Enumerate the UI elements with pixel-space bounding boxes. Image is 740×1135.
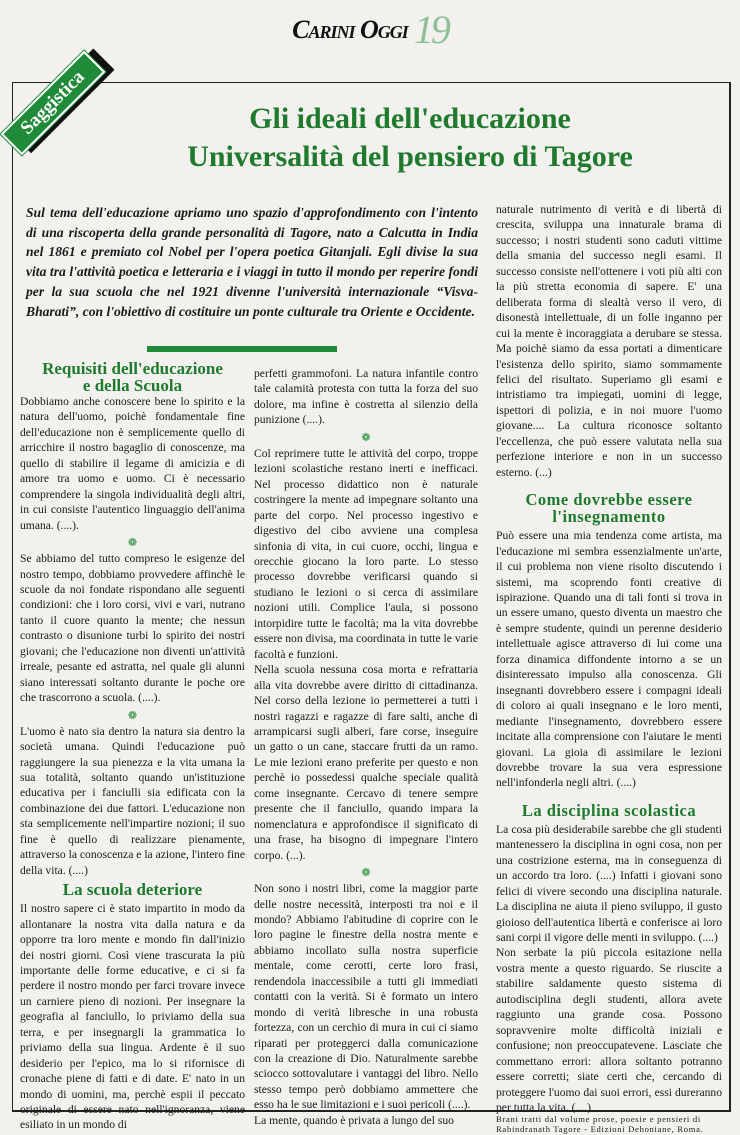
heading-line: l'insegnamento: [552, 507, 666, 527]
paragraph: Non sono i nostri libri, come la maggior parte delle nostre necessità, interposti tra noi e il mondo? Abbiamo l'abitudine di coprire con le loro pagine le finestre della nostra mente e abbiamo incollato sulla nostra superficie mentale, come cerotti, certe loro frasi, rendendola inaccessibile a tutti gli immediati contatti con la verità. Si è formato un intero mondo di verità libresche in una robusta fortezza, con un cerchio di mura in cui ci siamo riparati per proteggerci dalla comunicazione con la creazione di Dio. Naturalmente sarebbe sciocco sottovalutare i vantaggi del libro. Nello stesso tempo però dobbiamo ammettere che esso ha le sue limitazioni e i suoi pericoli (....).: [254, 882, 478, 1112]
section-heading-insegnamento: [496, 491, 722, 525]
paragraph: La cosa più desiderabile sarebbe che gli studenti mantenessero la disciplina in ogni cosa, non per una costrizione esterna, ma in conseguenza di un accordo tra loro. (....) Infatti i giovani sono felici di vivere secondo una disciplina naturale. La disciplina ne aiuta il pieno sviluppo, il gusto gioioso dell'autentica libertà e conferisce ai loro sani corpi il vigore delle menti in sviluppo. (....): [496, 822, 722, 945]
paragraph: naturale nutrimento di verità e di libertà di crescita, sviluppa una innaturale brama di successo; i nostri studenti sono caduti vittime della smania del successo negli esami. Il successo consiste nell'ottenere i voti più alti con la più stretta economia di sapere. E' una deliberata forma di slealtà verso il vero, di disonestà intellettuale, di un folle inganno per cui la mente è incoraggiata a derubare se stessa. Ma poichè siamo da essa portati a dimenticare l'esistenza dello spirito, siamo sommamente felici del risultato. Superiamo gli esami e intristiamo tra impiegati, uomini di legge, ispettori di polizia, e in noi muore l'uomo giovane.... La cultura riconosce soltanto l'eccellenza, che può essere valutata nella sua perfezione interiore e non in un successo esterno. (...): [496, 203, 722, 479]
paragraph: Il nostro sapere ci è stato impartito in modo da allontanare la nostra vita dalla natura e da opporre tra loro mente e mondo fin dall'inizio dei nostri giorni. Così viene trascurata la più importante delle forme educative, e ci si fa perdere il nostro mondo per farci trovare invece un carniere pieno di nozioni. Per insegnare la geografia al fanciullo, lo priviamo della sua terra, e per insegnargli la grammatica lo priviamo della sua lingua. Ardente è il suo desiderio per l'epico, ma lo si rifornisce di cronache piene di fatti e di date. E' nato in un mondo di uomini, ma, perchè espii il peccato originale di essere nato nell'ignoranza, viene esiliato in un mondo di: [20, 902, 245, 1132]
heading-line: Requisiti dell'educazione: [42, 359, 223, 378]
section-badge-label: Saggistica: [1, 51, 106, 156]
section-heading-disciplina: La disciplina scolastica: [521, 800, 697, 820]
article-title-line2: Universalità del pensiero di Tagore: [187, 140, 633, 173]
section-heading-deteriore: La scuola deteriore: [62, 880, 203, 900]
paragraph: Nella scuola nessuna cosa morta e refrattaria alla vita dovrebbe avere diritto di cittadinanza. Nel corso della lezione io permetterei a tutti i nostri ragazzi e ragazze di fare salti, anche di arrampicarsi sugli alberi, fare corse, inseguire un gatto o un cane, staccare frutti da un ramo. Le mie lezioni erano preferite per questo e non perchè io possedessi qualche speciale qualità come insegnante. Cercavo di tenere sempre presente che il fanciullo, quando impara la nomenclatura e approfondisce il significato di una frase, ha bisogno di impegnare l'intero corpo. (...).: [254, 663, 478, 862]
flower-ornament-icon: ❁: [361, 867, 371, 880]
masthead: [0, 0, 740, 72]
paragraph: perfetti grammofoni. La natura infantile contro tale calamità protesta con tutta la forza del suo dolore, ma infine è costretta al silenzio della punizione (....).: [254, 367, 478, 427]
intro-divider-rule: [147, 346, 337, 352]
heading-line: Come dovrebbe essere: [525, 490, 693, 510]
article-title-line1: Gli ideali dell'educazione: [249, 102, 571, 135]
column-1: [20, 360, 245, 1133]
flower-ornament-icon: ❁: [361, 431, 371, 444]
flower-ornament-icon: ❁: [127, 709, 138, 722]
publication-logo: Carini Oggi: [292, 15, 408, 44]
logo-row: [0, 7, 740, 52]
column-2: [254, 366, 478, 1128]
paragraph: L'uomo è nato sia dentro la natura sia dentro la società umana. Quindi l'educazione può raggiungere la sua pienezza e la vita umana la sua totalità, soltanto quando un'istituzione educativa per i fanciulli sia edificata con la combinazione dei due fattori. L'educazione non sta semplicemente nell'impartire nozioni; il suo fine è quello di realizzare pienamente, attraverso la conoscenza e la azione, l'intero fine della vita. (....): [20, 724, 245, 877]
paragraph: Dobbiamo anche conoscere bene lo spirito e la natura dell'uomo, poichè fondamentale fine dell'educazione non è semplicemente quello di arricchire il nostro bagaglio di conoscenze, ma quello di stabilire il legame di amicizia e di amore tra uomo e uomo. Ci è necessario comprendere la singola individualità degli altri, in cui consiste l'autentico linguaggio dell'anima umana. (....).: [20, 395, 245, 532]
paragraph: Può essere una mia tendenza come artista, ma l'educazione mi sembra essenzialmente un'arte, il cui problema non viene risolto discutendo i sistemi, ma scoprendo fonti creative di ispirazione. Quando una di tali fonti si trova in un essere umano, questo diventa un maestro che è sempre studente, quindi un perenne desiderio intellettuale agisce attraverso di lui come una forza dinamica diffondente intorno a se un disinteressato impulso alla conoscenza. Gli insegnanti dovrebbero essere i compagni ideali di coloro ai quali insegnano e le loro menti, mediante l'insegnamento, dovrebbero essere incitate alla comprensione con l'aiutare le menti giovani. La gioia di assimilare le lezioni dovrebbe trovare la sua vera espressione nell'infonderla negli altri. (....): [496, 529, 722, 790]
section-heading-requisiti: [20, 360, 245, 394]
article-intro: Sul tema dell'educazione apriamo uno spazio d'approfondimento con l'intento di una riscoperta della grande personalità di Tagore, nato a Calcutta in India nel 1861 e premiato col Nobel per l'opera poetica Gitanjali. Egli divise la sua vita tra l'attività poetica e letteraria e i viaggi in tutto il mondo per reperire fondi per la sua scuola che nel 1921 divenne l'università internazionale “Visva-Bharati”, con l'obiettivo di costituire un ponte culturale tra Oriente e Occidente.: [26, 205, 478, 319]
flower-ornament-icon: ❁: [127, 537, 138, 550]
column-3: [496, 202, 722, 1135]
paragraph: Col reprimere tutte le attività del corpo, troppe lezioni scolastiche restano inerti e inefficaci. Nel processo didattico non è naturale costringere la mente ad impegnare soltanto una parte del corpo. Nel processo ingestivo e digestivo del cibo avviene una complesa sinfonia di vita, in cui cuore, occhi, lingua e orecchie giocano la loro parte. Lo stesso processo dovrebbe verificarsi quando si studiano le lezioni o si cerca di assimilare nozioni utili. Complice l'aula, si possono intorpidire tutte le facoltà; ma la vita dovrebbe essere non divisa, ma coordinata in tutte le varie facoltà e funzioni.: [254, 446, 478, 661]
paragraph: Se abbiamo del tutto compreso le esigenze del nostro tempo, dobbiamo provvedere affinchè le scuole da noi fondate rispondano alle seguenti condizioni: che i loro corsi, vivi e vari, nutrano tanto il cuore quanto la mente; che nessun contrasto o disunione turbi lo spirito dei nostri giovani; che l'educazione non diventi un'attività irreale, pesante ed astratta, nel quale gli alunni siano interessati soltanto durante le poche ore che trascorrono a scuola. (....).: [20, 552, 245, 705]
article-title: [130, 100, 690, 176]
source-credit: Brani tratti dal volume prose, poesie e pensieri di Rabindranath Tagore - Edizioni Dehoniane, Roma.: [496, 1114, 704, 1135]
heading-line: e della Scuola: [82, 376, 183, 395]
paragraph: Non serbate la più piccola esitazione nella vostra mente a questo riguardo. Se riuscite a stabilire saldamente questo sistema di autodisciplina degli studenti, allora avete raggiunto una grande cosa. Possono sopravvenire molte difficoltà iniziali e confusione; non preoccupatevene. Lasciate che commettano errori: allora soltanto potranno essere corretti; siate certi che, cercando di proteggere l'uomo dai suoi errori, essi dureranno per tutta la vita. (....): [496, 946, 722, 1115]
issue-number: 19: [413, 7, 448, 52]
paragraph: La mente, quando è privata a lungo del suo: [254, 1113, 454, 1127]
